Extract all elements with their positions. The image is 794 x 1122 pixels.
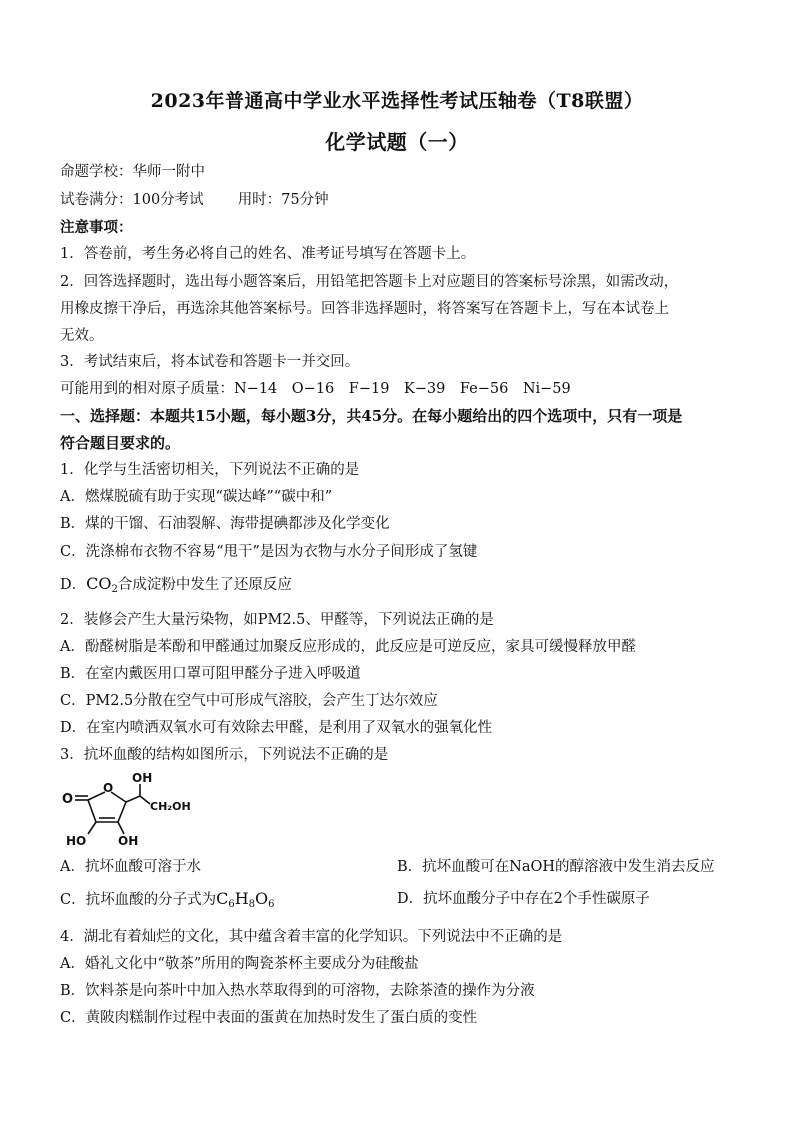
q4-option-b: B．饮料茶是向茶叶中加入热水萃取得到的可溶物，去除茶渣的操作为分液 xyxy=(60,983,535,999)
q2-option-c: C．PM2.5分散在空气中可形成气溶胶，会产生丁达尔效应 xyxy=(60,693,438,709)
score-time-line xyxy=(60,190,740,210)
q3-c-sub1: 6 xyxy=(228,899,235,910)
notice-item-2c: 无效。 xyxy=(60,328,104,344)
q3-c-sub3: 6 xyxy=(268,899,275,910)
q3-stem: 3．抗坏血酸的结构如图所示，下列说法不正确的是 xyxy=(60,747,389,763)
q2-stem: 2．装修会产生大量污染物，如PM2.5、甲醛等，下列说法正确的是 xyxy=(60,612,494,628)
q2-option-a: A．酚醛树脂是苯酚和甲醛通过加聚反应形成的，此反应是可逆反应，家具可缓慢释放甲醛 xyxy=(60,639,636,655)
q1-d-prefix: D． xyxy=(60,577,87,593)
q3-option-b: B．抗坏血酸可在NaOH的醇溶液中发生消去反应 xyxy=(397,859,715,875)
q1-d-formula: CO xyxy=(86,574,112,593)
q1-stem: 1．化学与生活密切相关，下列说法不正确的是 xyxy=(60,462,360,478)
carbonyl-o-label: O xyxy=(62,792,74,807)
notice-item-3: 3．考试结束后，将本试卷和答题卡一并交回。 xyxy=(60,354,360,370)
q1-option-d xyxy=(60,574,740,600)
ring-o-label: O xyxy=(103,781,114,795)
atomic-masses: 可能用到的相对原子质量：N−14 O−16 F−19 K−39 Fe−56 Ni−59 xyxy=(60,381,571,397)
time-text: 用时：75分钟 xyxy=(237,192,329,208)
q3-c-c: C xyxy=(216,889,229,908)
q1-option-c: C．洗涤棉布衣物不容易“甩干”是因为衣物与水分子间形成了氢键 xyxy=(60,544,478,560)
section-heading-a: 一、选择题：本题共15小题，每小题3分，共45分。在每小题给出的四个选项中，只有一项是 xyxy=(60,407,683,425)
oh-left-label: HO xyxy=(66,834,87,848)
q4-option-a: A．婚礼文化中“敬茶”所用的陶瓷茶杯主要成分为硅酸盐 xyxy=(60,956,419,972)
exam-subtitle: 化学试题（一） xyxy=(325,130,469,154)
q3-c-h: H xyxy=(234,889,249,908)
section-heading-b: 符合题目要求的。 xyxy=(60,434,181,452)
notice-item-2a: 2．回答选择题时，选出每小题答案后，用铅笔把答题卡上对应题目的答案标号涂黑，如需改动， xyxy=(60,274,679,290)
q3-option-c xyxy=(60,889,390,915)
exam-title: 2023年普通高中学业水平选择性考试压轴卷（T8联盟） xyxy=(150,90,644,112)
q3-c-sub2: 8 xyxy=(248,899,256,910)
q1-d-rest: 合成淀粉中发生了还原反应 xyxy=(117,577,292,593)
ascorbic-acid-structure xyxy=(58,770,198,850)
notice-heading: 注意事项： xyxy=(60,219,133,236)
score-text: 试卷满分：100分考试 xyxy=(60,192,204,208)
q1-option-a: A．燃煤脱硫有助于实现“碳达峰”“碳中和” xyxy=(60,489,333,505)
q3-c-prefix: C．抗坏血酸的分子式为 xyxy=(60,892,217,908)
oh-top-label: OH xyxy=(132,771,153,785)
notice-item-2b: 用橡皮擦干净后，再选涂其他答案标号。回答非选择题时，将答案写在答题卡上，写在本试卷上 xyxy=(60,301,669,317)
q1-option-b: B．煤的干馏、石油裂解、海带提碘都涉及化学变化 xyxy=(60,516,390,532)
notice-item-1: 1．答卷前，考生务必将自己的姓名、准考证号填写在答题卡上。 xyxy=(60,246,476,262)
q2-option-b: B．在室内戴医用口罩可阻甲醛分子进入呼吸道 xyxy=(60,666,361,682)
q1-d-subscript: 2 xyxy=(111,584,118,595)
q4-option-c: C．黄陂肉糕制作过程中表面的蛋黄在加热时发生了蛋白质的变性 xyxy=(60,1010,478,1026)
q3-option-a: A．抗坏血酸可溶于水 xyxy=(60,859,201,875)
q3-c-o: O xyxy=(255,889,269,908)
q4-stem: 4．湖北有着灿烂的文化，其中蕴含着丰富的化学知识。下列说法中不正确的是 xyxy=(60,929,563,945)
q2-option-d: D．在室内喷洒双氧水可有效除去甲醛，是利用了双氧水的强氧化性 xyxy=(60,720,493,736)
q3-option-d: D．抗坏血酸分子中存在2个手性碳原子 xyxy=(397,891,650,907)
oh-right-label: OH xyxy=(118,834,139,848)
school-line: 命题学校：华师一附中 xyxy=(60,164,205,180)
ch2oh-label: CH₂OH xyxy=(150,800,191,813)
